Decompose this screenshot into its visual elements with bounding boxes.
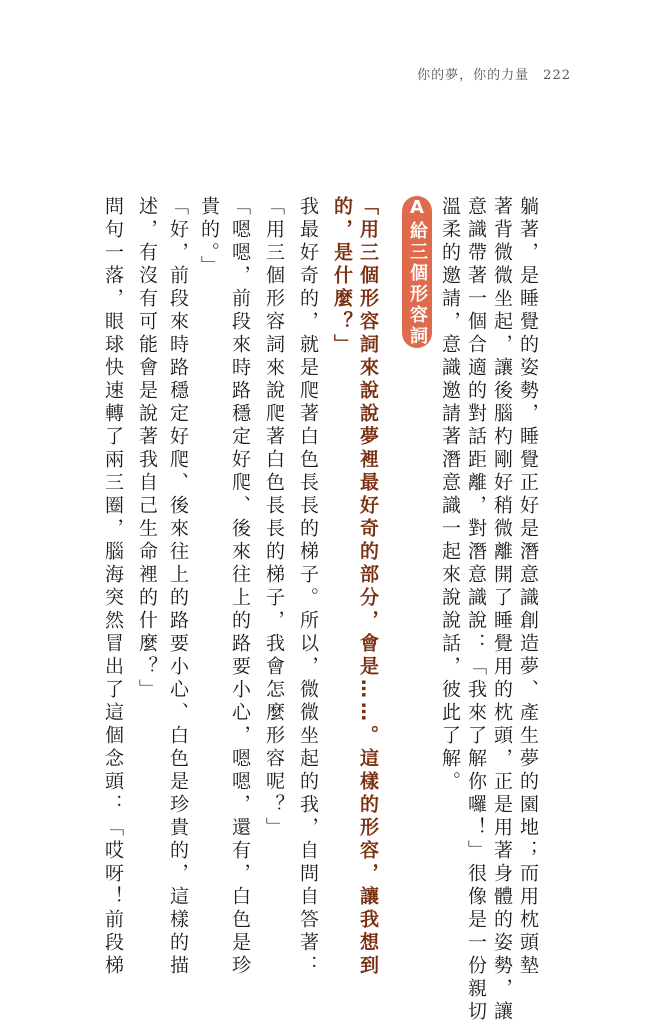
running-header	[417, 64, 571, 83]
section-badge	[402, 196, 432, 348]
text-column-8: 貴的。」	[198, 196, 220, 279]
text-column-1: 躺著，是睡覺的姿勢，睡覺正好是潛意識創造夢、產生夢的園地；而用枕頭墊	[517, 196, 539, 978]
section-badge-text: 給三個形容詞	[407, 221, 428, 347]
page-number: 222	[543, 68, 571, 83]
text-column-11: 問句一落，眼球快速轉了兩三圈，腦海突然冒出了這個念頭：「哎呀！前段梯	[102, 196, 124, 978]
text-column-3: 意識帶著一個合適的對話距離，對潛意識說：「我來了解你囉！」很像是一份親切	[465, 196, 487, 1024]
text-column-10: 述，有沒有可能會是說著我自己生命裡的什麼？」	[136, 196, 158, 702]
text-column-6: 「用三個形容詞來說爬著白色長長的梯子，我會怎麼形容呢？」	[263, 196, 285, 840]
text-column-2: 著背微微坐起，讓後腦杓剛好稍微離開了睡覺用的枕頭，正是用著身體的姿勢，讓	[491, 196, 513, 1024]
prompt-question-line-2: 的，是什麼？」	[331, 196, 353, 357]
text-column-5: 我最好奇的，就是爬著白色長長的梯子。所以，微微坐起的我，自問自答著：	[297, 196, 319, 978]
text-column-7: 「嗯嗯，前段來時路穩定好爬、後來往上的路要小心，嗯嗯，還有，白色是珍	[229, 196, 251, 978]
text-column-4: 溫柔的邀請，意識邀請著潛意識一起來說說話，彼此了解。	[439, 196, 461, 794]
header-title: 你的夢，你的力量	[417, 68, 530, 83]
section-badge-letter: A	[406, 197, 428, 221]
text-column-9: 「好，前段來時路穩定好爬、後來往上的路要小心、白色是珍貴的，這樣的描	[167, 196, 189, 978]
prompt-question-line-1: 「用三個形容詞來說說夢裡最好奇的部分，會是……。這樣的形容，讓我想到	[357, 196, 379, 978]
